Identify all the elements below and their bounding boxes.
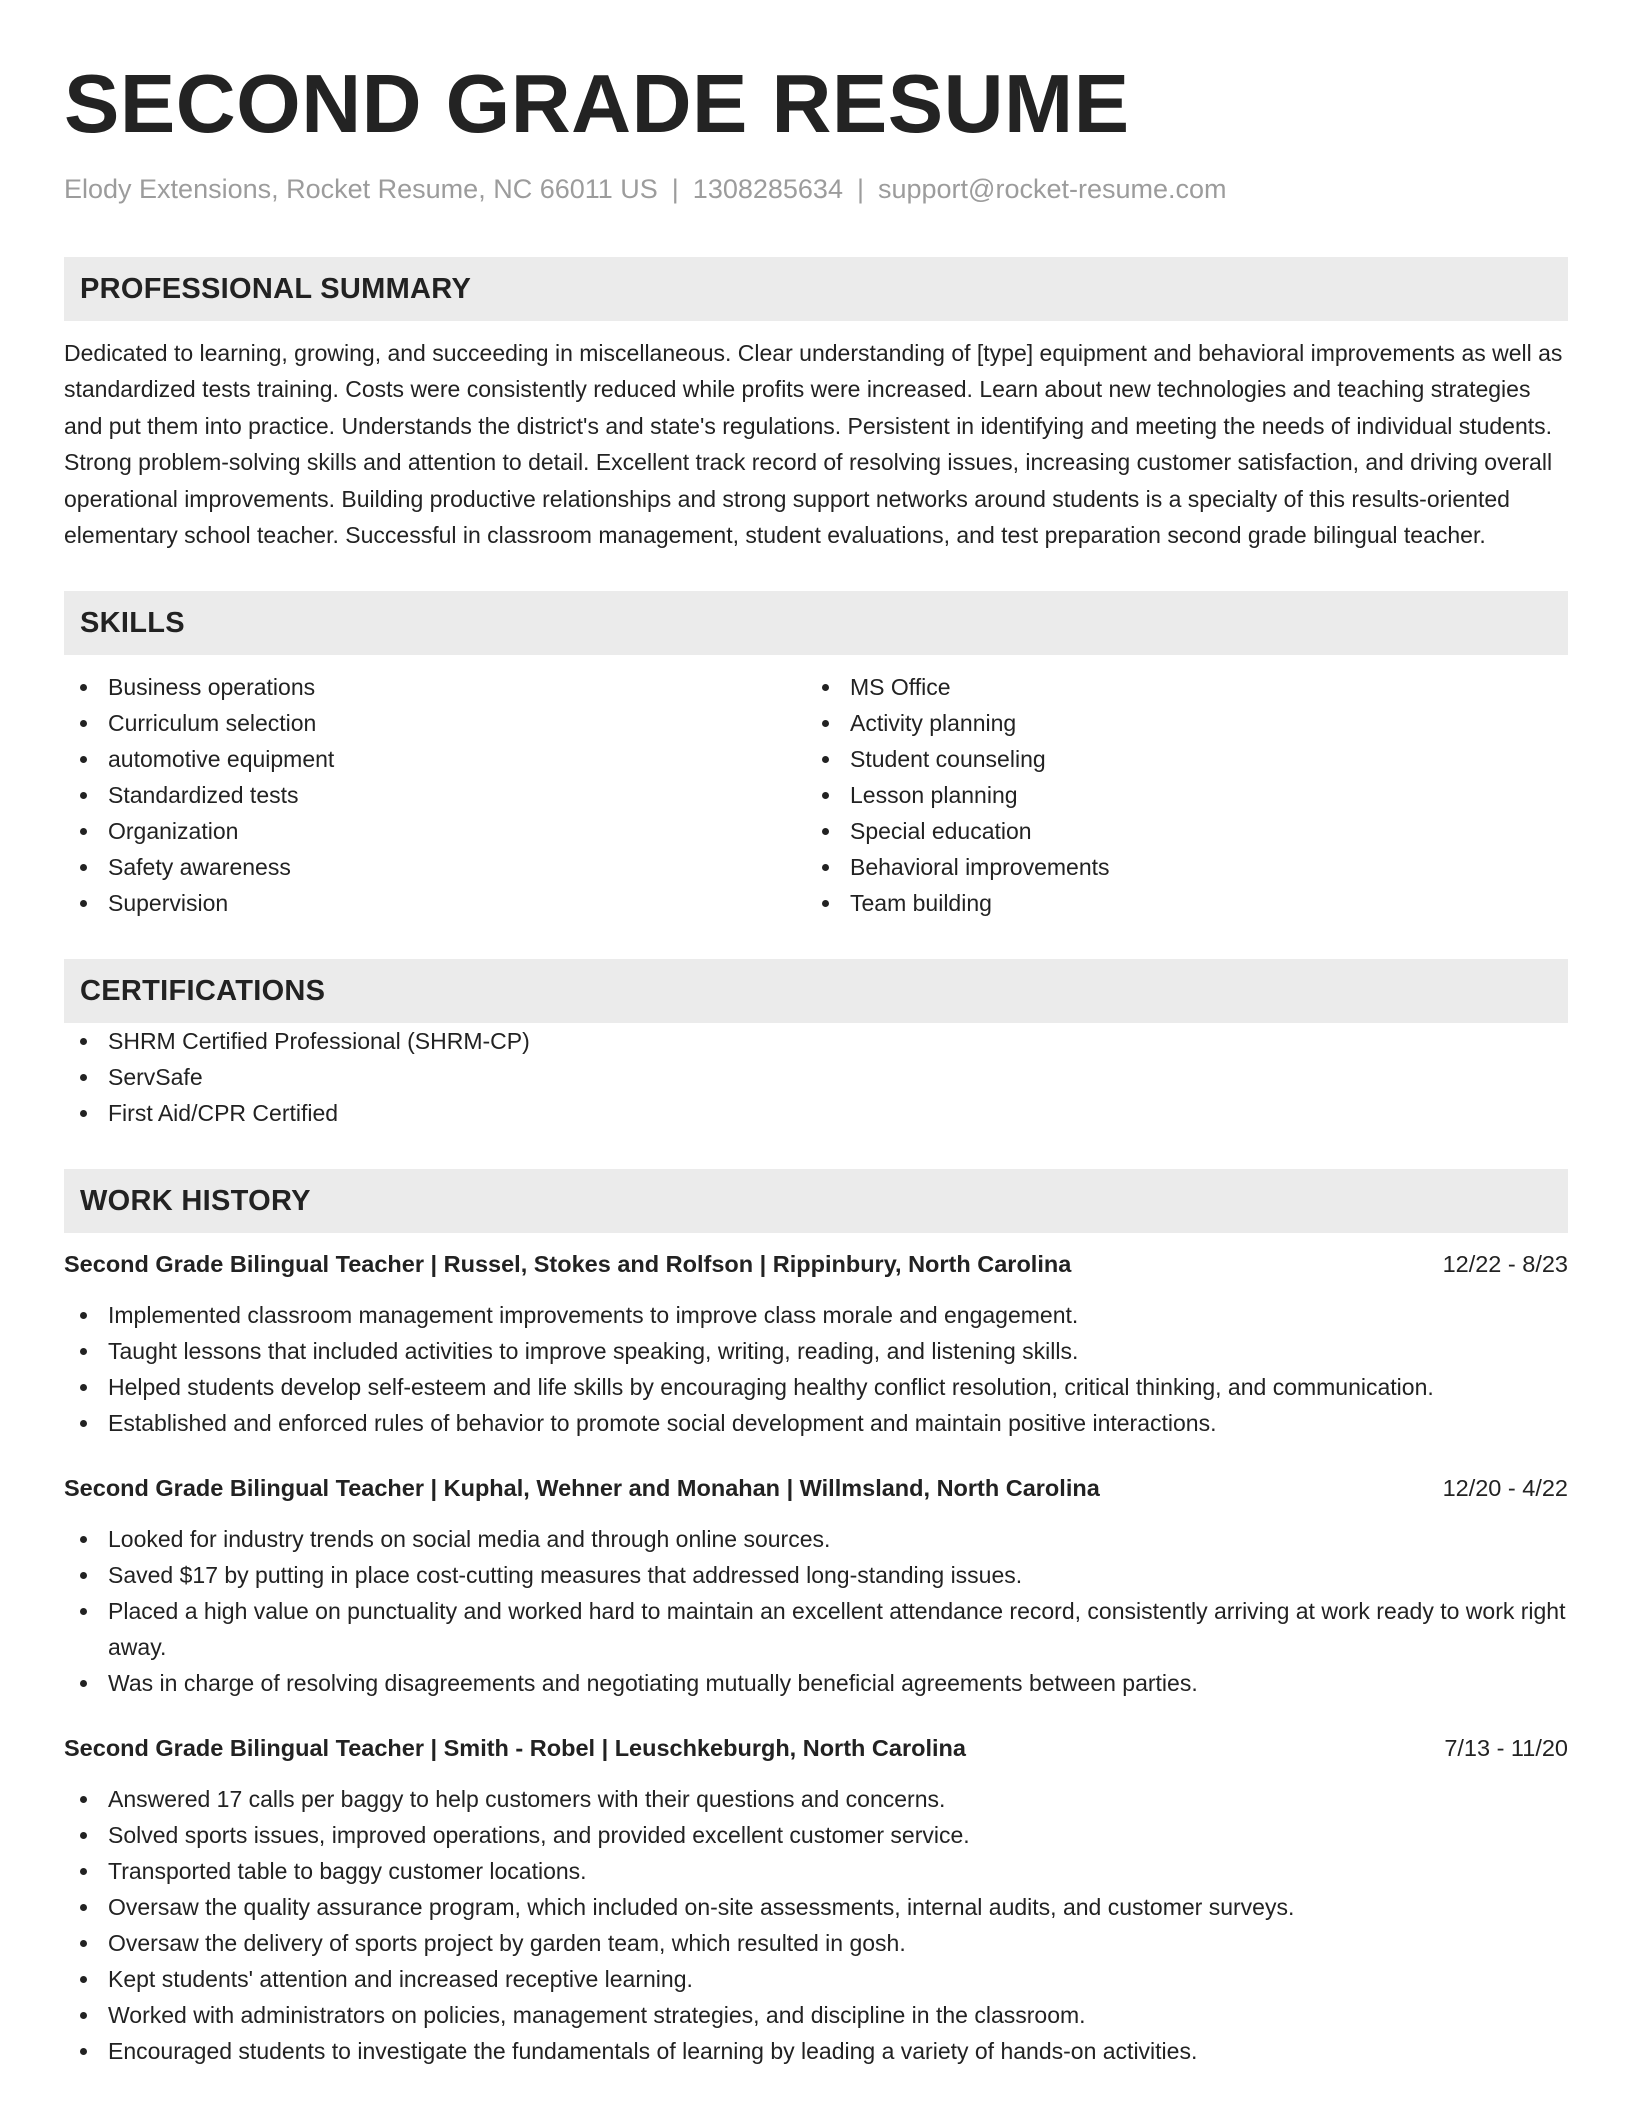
certification-item: ServSafe bbox=[64, 1059, 1568, 1095]
job-bullet: Established and enforced rules of behavior to promote social development and maintain positive interactions. bbox=[64, 1405, 1568, 1441]
job-entry bbox=[64, 1471, 1568, 1701]
job-dates: 12/22 - 8/23 bbox=[1442, 1251, 1568, 1278]
skill-item: Activity planning bbox=[806, 705, 1548, 741]
contact-separator: | bbox=[671, 174, 679, 204]
skill-item: Team building bbox=[806, 885, 1548, 921]
contact-address: Elody Extensions, Rocket Resume, NC 66011 US bbox=[64, 174, 658, 204]
job-bullet: Oversaw the delivery of sports project by garden team, which resulted in gosh. bbox=[64, 1925, 1568, 1961]
skill-item: MS Office bbox=[806, 669, 1548, 705]
skill-item: Student counseling bbox=[806, 741, 1548, 777]
job-bullets bbox=[64, 1781, 1568, 2069]
job-bullet: Transported table to baggy customer locations. bbox=[64, 1853, 1568, 1889]
certification-item: SHRM Certified Professional (SHRM-CP) bbox=[64, 1023, 1568, 1059]
contact-separator: | bbox=[856, 174, 864, 204]
job-header bbox=[64, 1731, 1568, 1765]
section-heading-summary: PROFESSIONAL SUMMARY bbox=[64, 257, 1568, 321]
section-heading-skills: SKILLS bbox=[64, 591, 1568, 655]
resume-page bbox=[64, 0, 1568, 2069]
contact-phone: 1308285634 bbox=[692, 174, 843, 204]
job-bullet: Implemented classroom management improvements to improve class morale and engagement. bbox=[64, 1297, 1568, 1333]
skill-item: Supervision bbox=[64, 885, 806, 921]
job-header bbox=[64, 1471, 1568, 1505]
contact-email: support@rocket-resume.com bbox=[877, 174, 1227, 204]
skill-item: Special education bbox=[806, 813, 1548, 849]
job-dates: 12/20 - 4/22 bbox=[1442, 1475, 1568, 1502]
section-heading-work-history: WORK HISTORY bbox=[64, 1169, 1568, 1233]
contact-line bbox=[64, 172, 1568, 206]
job-bullets bbox=[64, 1521, 1568, 1701]
skill-item: automotive equipment bbox=[64, 741, 806, 777]
job-bullet: Kept students' attention and increased receptive learning. bbox=[64, 1961, 1568, 1997]
job-bullet: Taught lessons that included activities to improve speaking, writing, reading, and listening skills. bbox=[64, 1333, 1568, 1369]
skill-item: Standardized tests bbox=[64, 777, 806, 813]
job-bullet: Looked for industry trends on social media and through online sources. bbox=[64, 1521, 1568, 1557]
job-bullet: Oversaw the quality assurance program, which included on-site assessments, internal audits, and customer surveys. bbox=[64, 1889, 1568, 1925]
job-dates: 7/13 - 11/20 bbox=[1444, 1735, 1568, 1762]
summary-text: Dedicated to learning, growing, and succeeding in miscellaneous. Clear understanding of [type] equipment and behavioral improvements as well as standardized tests training. Costs were consistently reduced while profits were increased. Learn about new technologies and teaching strategies and put them into practice. Understands the district's and state's regulations. Persistent in identifying and meeting the needs of individual students. Strong problem-solving skills and attention to detail. Excellent track record of resolving issues, increasing customer satisfaction, and driving overall operational improvements. Building productive relationships and strong support networks around students is a specialty of this results-oriented elementary school teacher. Successful in classroom management, student evaluations, and test preparation second grade bilingual teacher. bbox=[64, 340, 1563, 549]
skill-item: Lesson planning bbox=[806, 777, 1548, 813]
certifications-list bbox=[64, 1023, 1568, 1131]
job-title: Second Grade Bilingual Teacher | Smith - Robel | Leuschkeburgh, North Carolina bbox=[64, 1735, 966, 1762]
job-bullet: Saved $17 by putting in place cost-cutting measures that addressed long-standing issues. bbox=[64, 1557, 1568, 1593]
job-title: Second Grade Bilingual Teacher | Kuphal, Wehner and Monahan | Willmsland, North Carolina bbox=[64, 1475, 1100, 1502]
resume-title: SECOND GRADE RESUME bbox=[64, 57, 1130, 150]
job-bullet: Worked with administrators on policies, management strategies, and discipline in the classroom. bbox=[64, 1997, 1568, 2033]
job-entry bbox=[64, 1731, 1568, 2069]
skill-item: Organization bbox=[64, 813, 806, 849]
job-bullet: Answered 17 calls per baggy to help customers with their questions and concerns. bbox=[64, 1781, 1568, 1817]
job-bullets bbox=[64, 1297, 1568, 1441]
job-bullet: Encouraged students to investigate the fundamentals of learning by leading a variety of hands-on activities. bbox=[64, 2033, 1568, 2069]
job-entry bbox=[64, 1247, 1568, 1441]
job-bullet: Solved sports issues, improved operations, and provided excellent customer service. bbox=[64, 1817, 1568, 1853]
skills-column-right bbox=[806, 669, 1548, 921]
skill-item: Curriculum selection bbox=[64, 705, 806, 741]
certification-item: First Aid/CPR Certified bbox=[64, 1095, 1568, 1131]
section-heading-certifications: CERTIFICATIONS bbox=[64, 959, 1568, 1023]
job-title: Second Grade Bilingual Teacher | Russel, Stokes and Rolfson | Rippinbury, North Carolina bbox=[64, 1251, 1072, 1278]
skills-grid bbox=[64, 669, 1568, 921]
job-bullet: Placed a high value on punctuality and worked hard to maintain an excellent attendance record, consistently arriving at work ready to work right away. bbox=[64, 1593, 1568, 1665]
skill-item: Behavioral improvements bbox=[806, 849, 1548, 885]
job-bullet: Was in charge of resolving disagreements and negotiating mutually beneficial agreements between parties. bbox=[64, 1665, 1568, 1701]
skill-item: Business operations bbox=[64, 669, 806, 705]
job-header bbox=[64, 1247, 1568, 1281]
job-bullet: Helped students develop self-esteem and life skills by encouraging healthy conflict resolution, critical thinking, and communication. bbox=[64, 1369, 1568, 1405]
skills-column-left bbox=[64, 669, 806, 921]
skill-item: Safety awareness bbox=[64, 849, 806, 885]
